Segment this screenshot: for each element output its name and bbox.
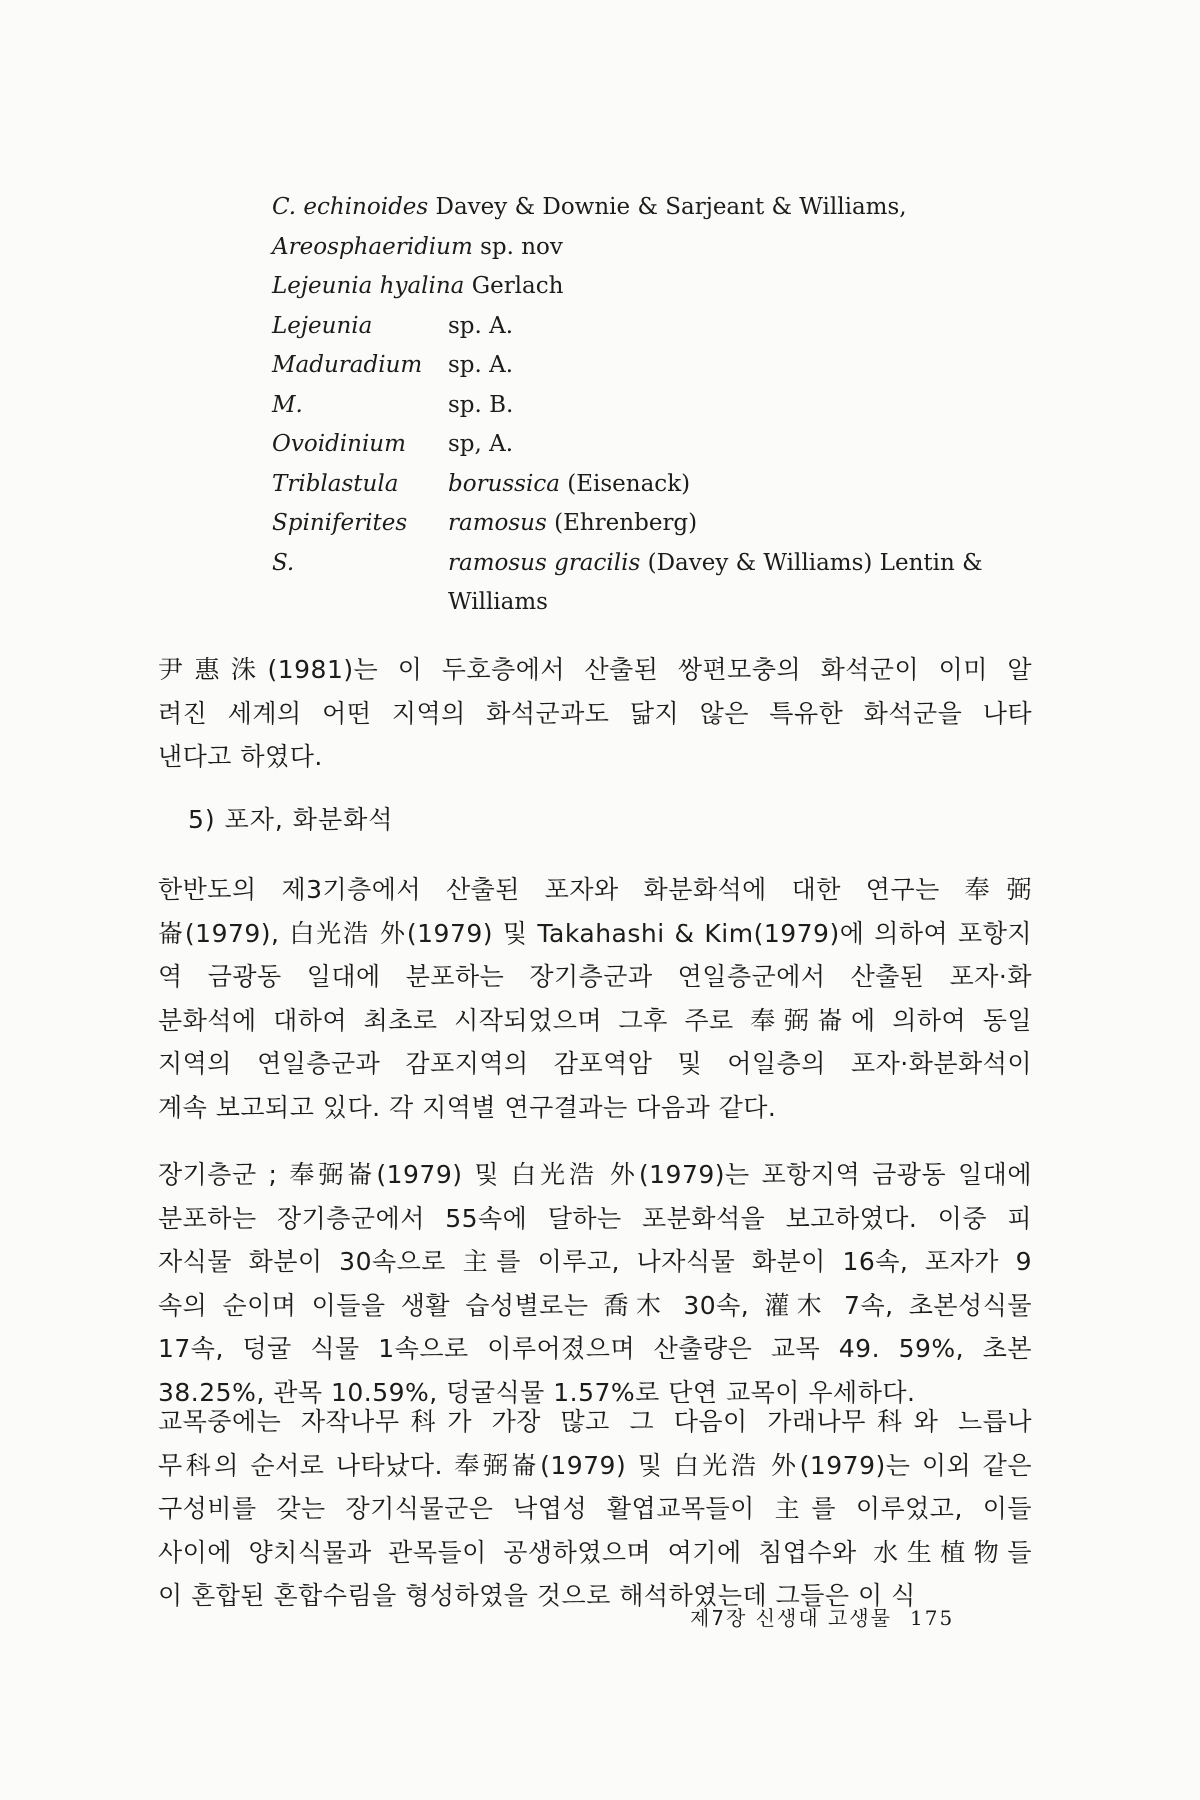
paragraph-4 — [158, 1400, 1032, 1618]
taxa-row — [272, 504, 1032, 544]
taxon-genus: S. — [272, 549, 295, 576]
taxa-row — [272, 583, 1032, 623]
taxon-genus: Maduradium — [272, 352, 423, 378]
text-line: 17속, 덩굴 식물 1속으로 이루어졌으며 산출량은 교목 49. 59%, 초본 — [158, 1334, 1032, 1364]
taxon-species: sp. A. — [448, 352, 514, 378]
text-line: 려진 세계의 어떤 지역의 화석군과도 닮지 않은 특유한 화석군을 나타 — [158, 698, 1032, 728]
taxon-genus: Triblastula — [272, 470, 399, 497]
text-line: 역 금광동 일대에 분포하는 장기층군과 연일층군에서 산출된 포자·화 — [158, 962, 1032, 992]
text-line: 사이에 양치식물과 관목들이 공생하였으며 여기에 침엽수와 水生植物들 — [158, 1537, 1032, 1567]
text-line: 38.25%, 관목 10.59%, 덩굴식물 1.57%로 단연 교목이 우세하다. — [158, 1377, 916, 1407]
text-line: 속의 순이며 이들을 생활 습성별로는 喬木 30속, 灌木 7속, 초본성식물 — [158, 1290, 1032, 1320]
taxon-author: Davey & Downie & Sarjeant & Williams, — [435, 194, 907, 220]
page-footer — [690, 1602, 954, 1631]
taxon-author: Gerlach — [471, 273, 564, 299]
text-line: 낸다고 하였다. — [158, 742, 323, 772]
taxon-species: borussica — [448, 470, 560, 497]
taxon-genus: Lejeunia — [272, 312, 373, 339]
taxon-species: ramosus gracilis — [448, 549, 641, 576]
text-line: 한반도의 제3기층에서 산출된 포자와 화분화석에 대한 연구는 奉弼 — [158, 875, 1032, 904]
text-line: 무科의 순서로 나타났다. 奉弼崙(1979) 및 白光浩 外(1979)는 이외 같은 — [158, 1450, 1032, 1480]
taxon-genus: M. — [272, 391, 303, 418]
text-line: 崙(1979), 白光浩 外(1979) 및 Takahashi & Kim(1979)에 의하여 포항지 — [158, 918, 1032, 948]
paragraph-3 — [158, 1153, 1032, 1415]
taxa-row — [272, 346, 1032, 386]
chapter-title: 제7장 신생대 고생물 — [690, 1606, 892, 1630]
taxon-species: sp, A. — [448, 431, 514, 457]
taxon-species: sp. A. — [448, 312, 514, 339]
taxon-author-continuation: Williams — [448, 589, 548, 615]
text-line: 구성비를 갖는 장기식물군은 낙엽성 활엽교목들이 主를 이루었고, 이들 — [158, 1494, 1032, 1524]
taxon-name: Lejeunia hyalina — [272, 273, 465, 299]
taxa-list — [272, 188, 1032, 623]
taxon-author: sp. nov — [480, 233, 563, 260]
taxon-species: sp. B. — [448, 391, 514, 418]
taxa-row — [272, 465, 1032, 505]
taxon-author: (Ehrenberg) — [554, 510, 698, 536]
text-line: 지역의 연일층군과 감포지역의 감포역암 및 어일층의 포자·화분화석이 — [158, 1049, 1032, 1079]
taxon-name: C. echinoides — [272, 194, 429, 220]
taxa-row — [272, 386, 1032, 426]
taxon-genus: Ovoidinium — [272, 431, 406, 457]
taxon-author: (Davey & Williams) Lentin & — [647, 549, 983, 576]
taxa-row — [272, 544, 1032, 584]
taxa-row — [272, 188, 1032, 228]
taxon-name: Areosphaeridium — [272, 233, 473, 260]
text-line: 尹惠洙(1981)는 이 두호층에서 산출된 쌍편모충의 화석군이 이미 알 — [158, 655, 1032, 684]
taxa-row — [272, 228, 1032, 268]
taxa-row — [272, 267, 1032, 307]
text-line: 계속 보고되고 있다. 각 지역별 연구결과는 다음과 같다. — [158, 1092, 777, 1122]
page-number: 175 — [910, 1606, 955, 1630]
taxon-author: (Eisenack) — [567, 470, 691, 497]
paragraph-2 — [158, 868, 1032, 1130]
taxa-row — [272, 425, 1032, 465]
text-line: 이 혼합된 혼합수림을 형성하였을 것으로 해석하였는데 그들은 이 식 — [158, 1581, 916, 1611]
text-line: 교목중에는 자작나무科가 가장 많고 그 다음이 가래나무科와 느릅나 — [158, 1407, 1032, 1436]
taxon-genus: Spiniferites — [272, 510, 408, 536]
taxa-row — [272, 307, 1032, 347]
taxon-species: ramosus — [448, 510, 547, 536]
text-line: 분화석에 대하여 최초로 시작되었으며 그후 주로 奉弼崙에 의하여 동일 — [158, 1005, 1032, 1035]
text-line: 자식물 화분이 30속으로 主를 이루고, 나자식물 화분이 16속, 포자가 9 — [158, 1247, 1032, 1277]
text-line: 분포하는 장기층군에서 55속에 달하는 포분화석을 보고하였다. 이중 피 — [158, 1203, 1032, 1233]
paragraph-1 — [158, 648, 1032, 779]
section-heading: 5) 포자, 화분화석 — [188, 805, 394, 834]
text-line: 장기층군 ; 奉弼崙(1979) 및 白光浩 外(1979)는 포항지역 금광동 일대에 — [158, 1160, 1032, 1189]
